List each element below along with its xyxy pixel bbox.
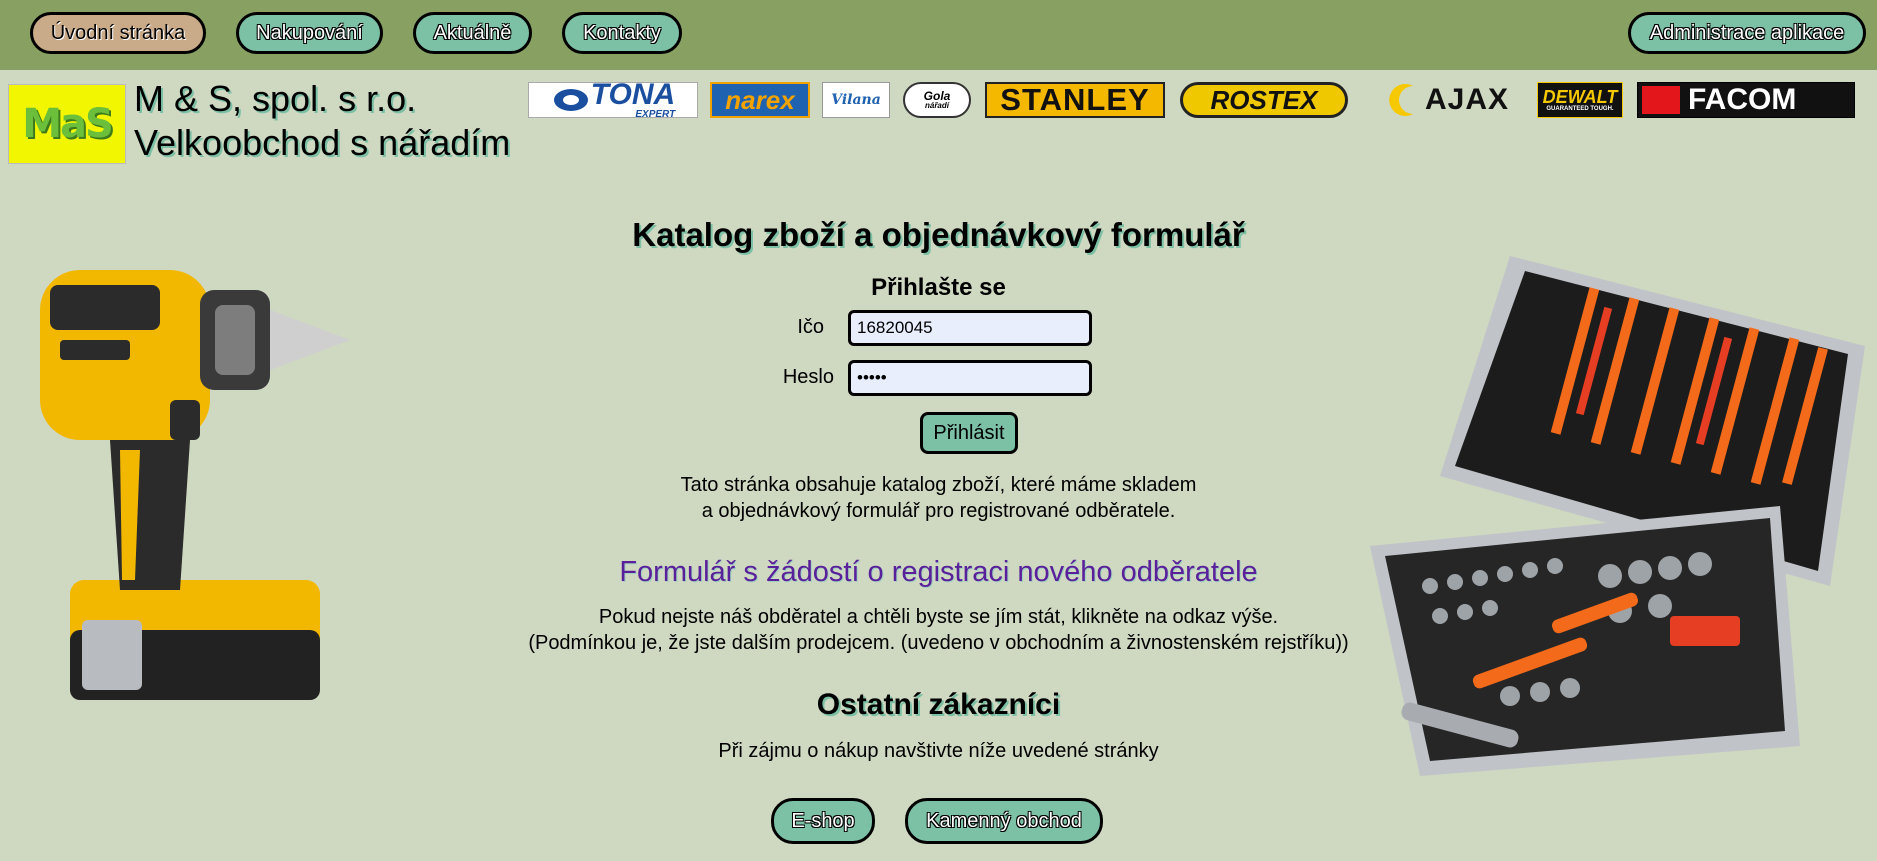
brand-gola-logo: Gola nářadí bbox=[903, 82, 971, 118]
brand-stanley-logo: STANLEY bbox=[985, 82, 1165, 118]
login-heading: Přihlašte se bbox=[871, 274, 1006, 301]
logo-text: MaS bbox=[22, 101, 112, 147]
nav-shopping[interactable]: Nakupování bbox=[236, 12, 383, 54]
other-customers-text: Při zájmu o nákup navštivte níže uvedené stránky bbox=[718, 740, 1159, 762]
facom-emblem-icon bbox=[1642, 86, 1680, 114]
top-nav-bar bbox=[0, 0, 1877, 70]
password-input[interactable] bbox=[848, 360, 1092, 396]
intro-line-1: Tato stránka obsahuje katalog zboží, které máme skladem bbox=[680, 474, 1197, 496]
nav-home[interactable]: Úvodní stránka bbox=[30, 12, 206, 54]
ico-input[interactable] bbox=[848, 310, 1092, 346]
company-name: M & S, spol. s r.o. bbox=[134, 78, 417, 119]
login-button[interactable]: Přihlásit bbox=[920, 412, 1018, 454]
other-customers-heading: Ostatní zákazníci bbox=[816, 688, 1061, 721]
nav-admin[interactable]: Administrace aplikace bbox=[1628, 12, 1866, 54]
nav-news[interactable]: Aktuálně bbox=[413, 12, 532, 54]
password-label: Heslo bbox=[782, 366, 834, 388]
brand-facom-logo: FACOM bbox=[1637, 82, 1855, 118]
eshop-button[interactable]: E-shop bbox=[771, 798, 875, 844]
registration-link[interactable]: Formulář s žádostí o registraci nového odběratele bbox=[619, 556, 1258, 588]
brand-vilana-logo: Vilana bbox=[822, 82, 890, 118]
tona-wrench-icon bbox=[551, 85, 591, 115]
brand-ajax-logo: AJAX bbox=[1360, 82, 1528, 118]
intro-line-2: a objednávkový formulář pro registrované odběratele. bbox=[701, 500, 1176, 522]
ico-label: Ičo bbox=[797, 316, 824, 338]
company-logo bbox=[8, 84, 126, 164]
brand-tona-logo: TONA EXPERT bbox=[528, 82, 698, 118]
registration-info-line-1: Pokud nejste náš obděratel a chtěli byste se jím stát, klikněte na odkaz výše. bbox=[598, 606, 1279, 628]
brand-narex-logo: narex bbox=[710, 82, 810, 118]
stone-store-button[interactable]: Kamenný obchod bbox=[905, 798, 1103, 844]
brand-rostex-logo: ROSTEX bbox=[1180, 82, 1348, 118]
company-tagline: Velkoobchod s nářadím bbox=[134, 122, 511, 163]
brand-dewalt-logo: DEWALT GUARANTEED TOUGH. bbox=[1537, 82, 1623, 118]
registration-info-line-2: (Podmínkou je, že jste dalším prodejcem. (uvedeno v obchodním a živnostenském rejstříku)) bbox=[528, 632, 1349, 654]
nav-contacts[interactable]: Kontakty bbox=[562, 12, 682, 54]
page-title: Katalog zboží a objednávkový formulář bbox=[632, 216, 1245, 253]
ajax-crescent-icon bbox=[1379, 82, 1425, 118]
